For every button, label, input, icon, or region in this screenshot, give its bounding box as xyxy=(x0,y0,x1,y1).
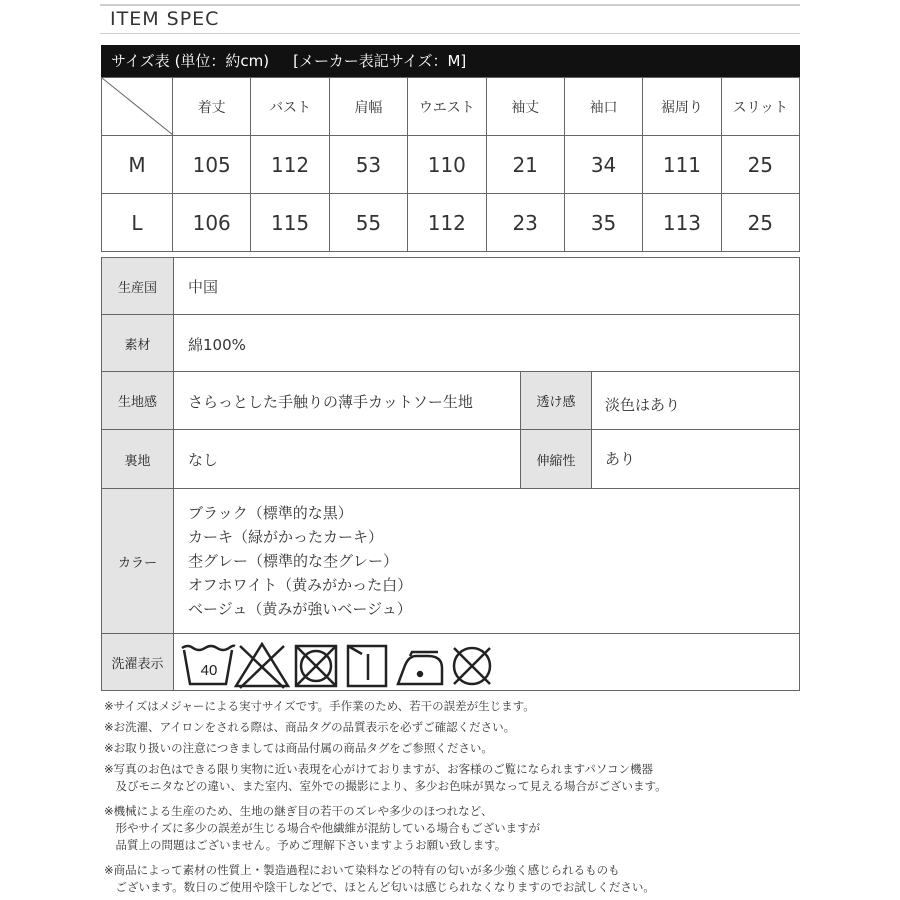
size-value: 105 xyxy=(173,136,251,194)
info-row-colors xyxy=(101,488,800,634)
wash-label: 洗濯表示 xyxy=(102,634,174,690)
size-value: 21 xyxy=(486,136,564,194)
sheer-label: 透け感 xyxy=(520,372,592,429)
no-bleach-icon xyxy=(236,644,288,688)
size-value: 112 xyxy=(408,194,486,252)
stretch-value: あり xyxy=(605,450,636,468)
material-value: 綿100% xyxy=(188,336,246,354)
note-line: ※写真のお色はできる限り実物に近い表現を心がけておりますが、お客様のご覧になられますパソコン機器 xyxy=(104,762,653,776)
notes xyxy=(104,698,667,896)
line-dry-icon xyxy=(348,646,386,686)
lining-value: なし xyxy=(188,451,219,469)
column-header: 着丈 xyxy=(173,78,251,136)
texture-value: さらっとした手触りの薄手カットソー生地 xyxy=(188,393,473,411)
diagonal-line xyxy=(102,78,173,135)
column-header: 裾周り xyxy=(643,78,721,136)
lining-label: 裏地 xyxy=(102,430,174,488)
no-dry-clean-icon xyxy=(454,648,490,684)
sheer-value: 淡色はあり xyxy=(605,396,681,414)
column-header: 袖口 xyxy=(564,78,642,136)
info-row-texture xyxy=(101,371,800,430)
size-label: L xyxy=(102,194,173,252)
note-line: ※商品によって素材の性質上・製造過程において染料などの特有の匂いが多少強く感じられるものも xyxy=(104,863,620,877)
size-value: 34 xyxy=(564,136,642,194)
item-spec-title: ITEM SPEC xyxy=(110,8,220,30)
origin-label: 生産国 xyxy=(102,258,174,314)
color-item: オフホワイト（黄みがかった白） xyxy=(188,576,413,594)
note-line: 品質上の問題はございません。予めご理解下さいますようお願い致します。 xyxy=(104,838,507,852)
size-value: 110 xyxy=(408,136,486,194)
column-header: 袖丈 xyxy=(486,78,564,136)
info-row-wash xyxy=(101,633,800,691)
size-table-header-bar xyxy=(101,45,800,77)
size-value: 23 xyxy=(486,194,564,252)
iron-icon xyxy=(398,652,442,684)
color-list xyxy=(188,501,412,621)
corner-cell xyxy=(102,78,173,136)
info-row-lining xyxy=(101,429,800,489)
note-line: ※サイズはメジャーによる実寸サイズです。手作業のため、若干の誤差が生じます。 xyxy=(104,699,535,713)
color-label: カラー xyxy=(102,489,174,633)
size-value: 35 xyxy=(564,194,642,252)
care-symbols xyxy=(180,640,620,690)
top-rule xyxy=(100,4,800,6)
material-label: 素材 xyxy=(102,315,174,371)
title-underline xyxy=(100,33,800,34)
stretch-label: 伸縮性 xyxy=(520,430,592,488)
column-header: スリット xyxy=(721,78,799,136)
size-value: 112 xyxy=(251,136,329,194)
size-value: 111 xyxy=(643,136,721,194)
size-table-unit-label: サイズ表 (単位：約cm) xyxy=(111,52,270,70)
column-header: バスト xyxy=(251,78,329,136)
note-line: ※機械による生産のため、生地の継ぎ目の若干のズレや多少のほつれなど、 xyxy=(104,804,493,818)
size-value: 115 xyxy=(251,194,329,252)
note-line: ※お洗濯、アイロンをされる際は、商品タグの品質表示を必ずご確認ください。 xyxy=(104,720,516,734)
wash-temperature: 40 xyxy=(200,662,218,679)
color-item: ベージュ（黄みが強いベージュ） xyxy=(188,600,412,618)
info-row-material xyxy=(101,314,800,372)
size-value: 106 xyxy=(173,194,251,252)
texture-label: 生地感 xyxy=(102,372,174,429)
color-item: 杢グレー（標準的な杢グレー） xyxy=(188,552,399,570)
column-header: 肩幅 xyxy=(329,78,407,136)
size-value: 113 xyxy=(643,194,721,252)
size-table-header-row xyxy=(102,78,800,136)
origin-value: 中国 xyxy=(188,278,219,296)
size-value: 25 xyxy=(721,136,799,194)
size-table xyxy=(101,77,800,252)
maker-size-label: [メーカー表記サイズ：M] xyxy=(293,52,467,70)
size-value: 55 xyxy=(329,194,407,252)
size-row-m xyxy=(102,136,800,194)
size-label: M xyxy=(102,136,173,194)
size-value: 25 xyxy=(721,194,799,252)
note-line: 及びモニタなどの違い、また室内、室外での撮影により、多少お色味が異なって見える場合がございます。 xyxy=(104,779,667,793)
column-header: ウエスト xyxy=(408,78,486,136)
no-tumble-dry-icon xyxy=(296,646,336,686)
info-row-origin xyxy=(101,257,800,315)
color-item: カーキ（緑がかったカーキ） xyxy=(188,528,384,546)
size-value: 53 xyxy=(329,136,407,194)
color-item: ブラック（標準的な黒） xyxy=(188,504,353,522)
note-line: 形やサイズに多少の誤差が生じる場合や他繊維が混紡している場合もございますが xyxy=(104,821,541,835)
size-row-l xyxy=(102,194,800,252)
note-line: ※お取り扱いの注意につきましては商品付属の商品タグをご参照ください。 xyxy=(104,741,493,755)
note-line: ございます。数日のご使用や陰干しなどで、ほとんど匂いは感じられなくなりますのでお試しください。 xyxy=(104,880,655,894)
